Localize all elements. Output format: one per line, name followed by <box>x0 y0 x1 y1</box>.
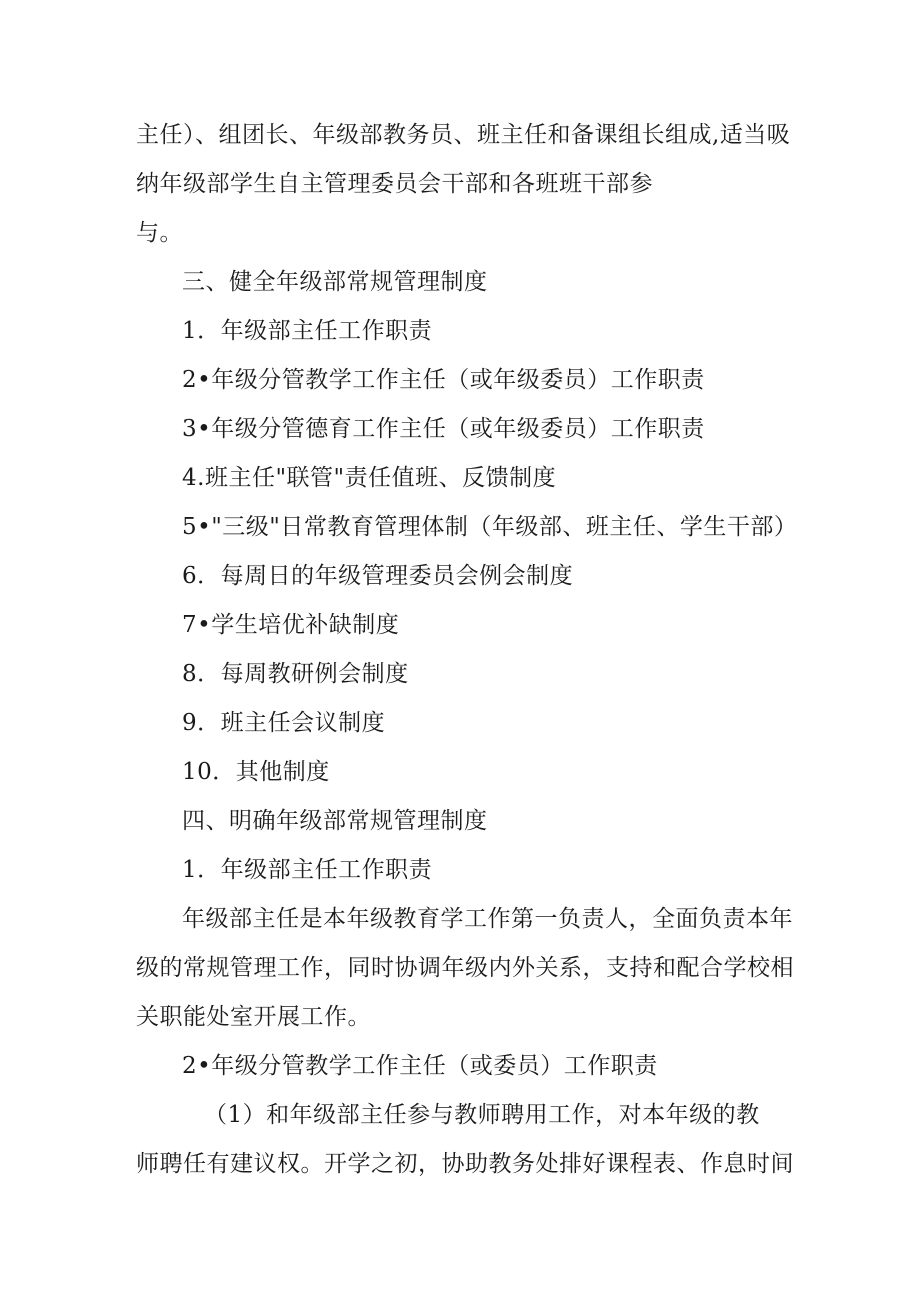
list-item: 9．班主任会议制度 <box>182 710 386 736</box>
body-text-line: 关职能处室开展工作。 <box>136 1004 371 1030</box>
body-text-line: 师聘任有建议权。开学之初，协助教务处排好课程表、作息时间 <box>136 1151 794 1177</box>
subsection-heading: 2•年级分管教学工作主任（或委员）工作职责 <box>182 1053 658 1079</box>
body-text-line: 级的常规管理工作，同时协调年级内外关系，支持和配合学校相 <box>136 955 794 981</box>
body-text-line: （1）和年级部主任参与教师聘用工作，对本年级的教 <box>204 1102 760 1128</box>
list-item: 8．每周教研例会制度 <box>182 661 409 687</box>
body-text-line: 主任）、组团长、年级部教务员、班主任和备课组长组成,适当吸 <box>136 122 791 148</box>
list-item: 3•年级分管德育工作主任（或年级委员）工作职责 <box>182 416 705 442</box>
body-text-line: 与。 <box>136 220 183 246</box>
subsection-heading: 1．年级部主任工作职责 <box>182 857 433 883</box>
list-item: 4.班主任"联管"责任值班、反馈制度 <box>182 465 557 491</box>
list-item: 7•学生培优补缺制度 <box>182 612 400 638</box>
list-item: 5•"三级"日常教育管理体制（年级部、班主任、学生干部） <box>182 514 798 540</box>
list-item: 10．其他制度 <box>182 759 330 785</box>
body-text-line: 纳年级部学生自主管理委员会干部和各班班干部参 <box>136 171 653 197</box>
list-item: 6．每周日的年级管理委员会例会制度 <box>182 563 574 589</box>
body-text-line: 年级部主任是本年级教育学工作第一负责人，全面负责本年 <box>182 906 793 932</box>
section-heading: 四、明确年级部常规管理制度 <box>182 808 488 834</box>
list-item: 1．年级部主任工作职责 <box>182 318 433 344</box>
list-item: 2•年级分管教学工作主任（或年级委员）工作职责 <box>182 367 705 393</box>
section-heading: 三、健全年级部常规管理制度 <box>182 269 488 295</box>
